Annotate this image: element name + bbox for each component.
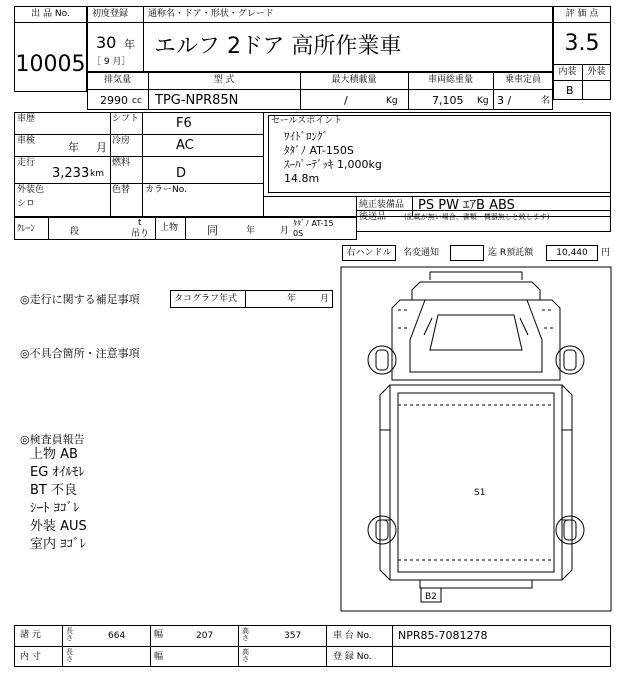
displacement-label: 排気量 — [103, 75, 131, 85]
damage-mark-b2: B2 — [425, 592, 437, 602]
upper-label: 上物 — [160, 223, 179, 233]
first-reg-label: 初度登録 — [92, 9, 129, 19]
upper-year: 年 — [246, 226, 256, 236]
vehicle-name-label: 通称名・ドア・形状・グレード — [148, 9, 274, 19]
equipment-value: PS PW ｴｱB ABS — [418, 198, 515, 213]
docs-box — [356, 210, 611, 232]
inspector-item-4: ｼｰﾄ ﾖｺﾞﾚ — [30, 501, 80, 516]
inner-dims-label: 内 寸 — [20, 652, 41, 662]
reg-month: ［ 9 月］ — [92, 57, 131, 67]
fuel-value: D — [176, 166, 187, 181]
fuel-label: 燃料 — [112, 158, 131, 168]
gross-weight-label: 車両総重量 — [427, 75, 473, 85]
defects-label: ◎不具合箇所・注意事項 — [20, 347, 140, 360]
reg-year-unit: 年 — [124, 38, 135, 51]
inspection-year: 年 — [68, 141, 79, 154]
chassis-number: NPR85-7081278 — [398, 629, 488, 642]
crane-label: ｸﾚｰﾝ — [17, 224, 36, 234]
mileage-label: 走行 — [17, 158, 36, 168]
length-value: 664 — [108, 631, 126, 641]
interior-grade: B — [566, 84, 574, 97]
ac-value: AC — [176, 138, 194, 153]
inspection-month: 月 — [96, 141, 107, 154]
height-value: 357 — [284, 631, 302, 641]
gross-weight-unit: Kg — [477, 96, 489, 106]
inspector-item-2: EG ｵｲﾙﾓﾚ — [30, 465, 85, 480]
inner-height-label: 高さ — [242, 648, 249, 663]
width-label: 幅 — [154, 630, 164, 640]
chassis-label: 車 台 No. — [333, 631, 372, 641]
tax-label: 迄 R預託額 — [488, 248, 534, 258]
crane-hanging: 吊り — [131, 229, 150, 239]
sales-point-4: 14.8m — [284, 172, 320, 185]
model-code: TPG-NPR85N — [155, 93, 239, 108]
inner-width-label: 幅 — [154, 652, 164, 662]
displacement: 2990 — [100, 94, 128, 107]
inspector-item-6: 室内 ﾖｺﾞﾚ — [30, 537, 87, 552]
vehicle-name: エルフ 2ドア 高所作業車 — [154, 34, 402, 59]
sales-point-2: ﾀﾀﾞﾉ AT-150S — [284, 144, 354, 157]
upper-note: ﾀﾀﾞﾉ AT-15 0S — [293, 219, 334, 238]
max-load-label: 最大積載量 — [331, 75, 377, 85]
color-no-label: カラーNo. — [145, 185, 187, 195]
capacity-label: 乗車定員 — [504, 75, 541, 85]
tachograph-year: 年 — [287, 294, 297, 304]
exterior-label: 外装 — [587, 67, 606, 77]
capacity: 3 / — [497, 94, 512, 107]
model-label: 型 式 — [213, 75, 235, 85]
crane-ton: t — [138, 218, 142, 228]
max-load-unit: Kg — [386, 96, 398, 106]
deposit: 10,440 — [556, 248, 588, 258]
tachograph-label: タコグラフ年式 — [174, 294, 238, 304]
reg-year: 30 — [96, 33, 117, 52]
score-label: 評 価 点 — [565, 9, 599, 19]
shift-label: シフト — [112, 114, 140, 124]
cc-unit: cc — [132, 96, 142, 106]
width-value: 207 — [196, 631, 214, 641]
inspector-label: ◎検査員報告 — [20, 433, 85, 446]
shift-value: F6 — [176, 116, 192, 131]
inspector-item-3: BT 不良 — [30, 483, 77, 498]
length-label: 長さ — [66, 627, 73, 642]
km-unit: km — [90, 169, 104, 179]
max-load: / — [344, 94, 348, 107]
vehicle-damage-diagram — [340, 266, 612, 612]
gross-weight: 7,105 — [432, 94, 464, 107]
mileage: 3,233 — [52, 166, 90, 181]
tachograph-month: 月 — [320, 294, 330, 304]
yen-label: 円 — [601, 248, 611, 258]
equipment-label: 純正装備品 — [359, 200, 405, 210]
height-label: 高さ — [242, 627, 249, 642]
inner-length-label: 長さ — [66, 648, 73, 663]
sales-point-1: ﾜｲﾄﾞﾛﾝｸﾞ — [284, 130, 328, 143]
dims-label: 諸 元 — [20, 630, 41, 640]
lot-number-label: 出 品 No. — [31, 9, 70, 19]
upper-same: 同 — [207, 224, 218, 237]
upper-month: 月 — [280, 226, 290, 236]
inspector-item-5: 外装 AUS — [30, 519, 87, 534]
interior-label: 内装 — [558, 67, 577, 77]
damage-mark-s1: S1 — [474, 488, 486, 498]
lot-number: 10005 — [15, 52, 86, 77]
color-value: シロ — [17, 199, 36, 209]
sales-point-3: ｽｰﾊﾟｰﾃﾞｯｷ 1,000kg — [284, 158, 382, 171]
inspection-label: 車検 — [17, 136, 36, 146]
name-change-label: 名変通知 — [403, 248, 440, 258]
history-label: 車歴 — [17, 114, 36, 124]
color-change-label: 色替 — [112, 185, 131, 195]
docs-note: (記載が無い場合、書類・機器無しと致します) — [404, 213, 550, 221]
capacity-unit: 名 — [541, 96, 551, 106]
inspector-item-1: 上物 AB — [30, 447, 78, 462]
docs-label: 後送品 — [359, 212, 387, 222]
name-change-box — [450, 245, 484, 261]
driving-notes-label: ◎走行に関する補足事項 — [20, 293, 140, 306]
crane-stage: 段 — [70, 227, 80, 237]
handle-label: 右ハンドル — [346, 248, 392, 258]
sales-point-label: セールスポイント — [271, 116, 343, 126]
color-label: 外装色 — [17, 185, 45, 195]
registration-label: 登 録 No. — [333, 652, 372, 662]
ac-label: 冷房 — [112, 136, 131, 146]
score: 3.5 — [564, 31, 600, 56]
